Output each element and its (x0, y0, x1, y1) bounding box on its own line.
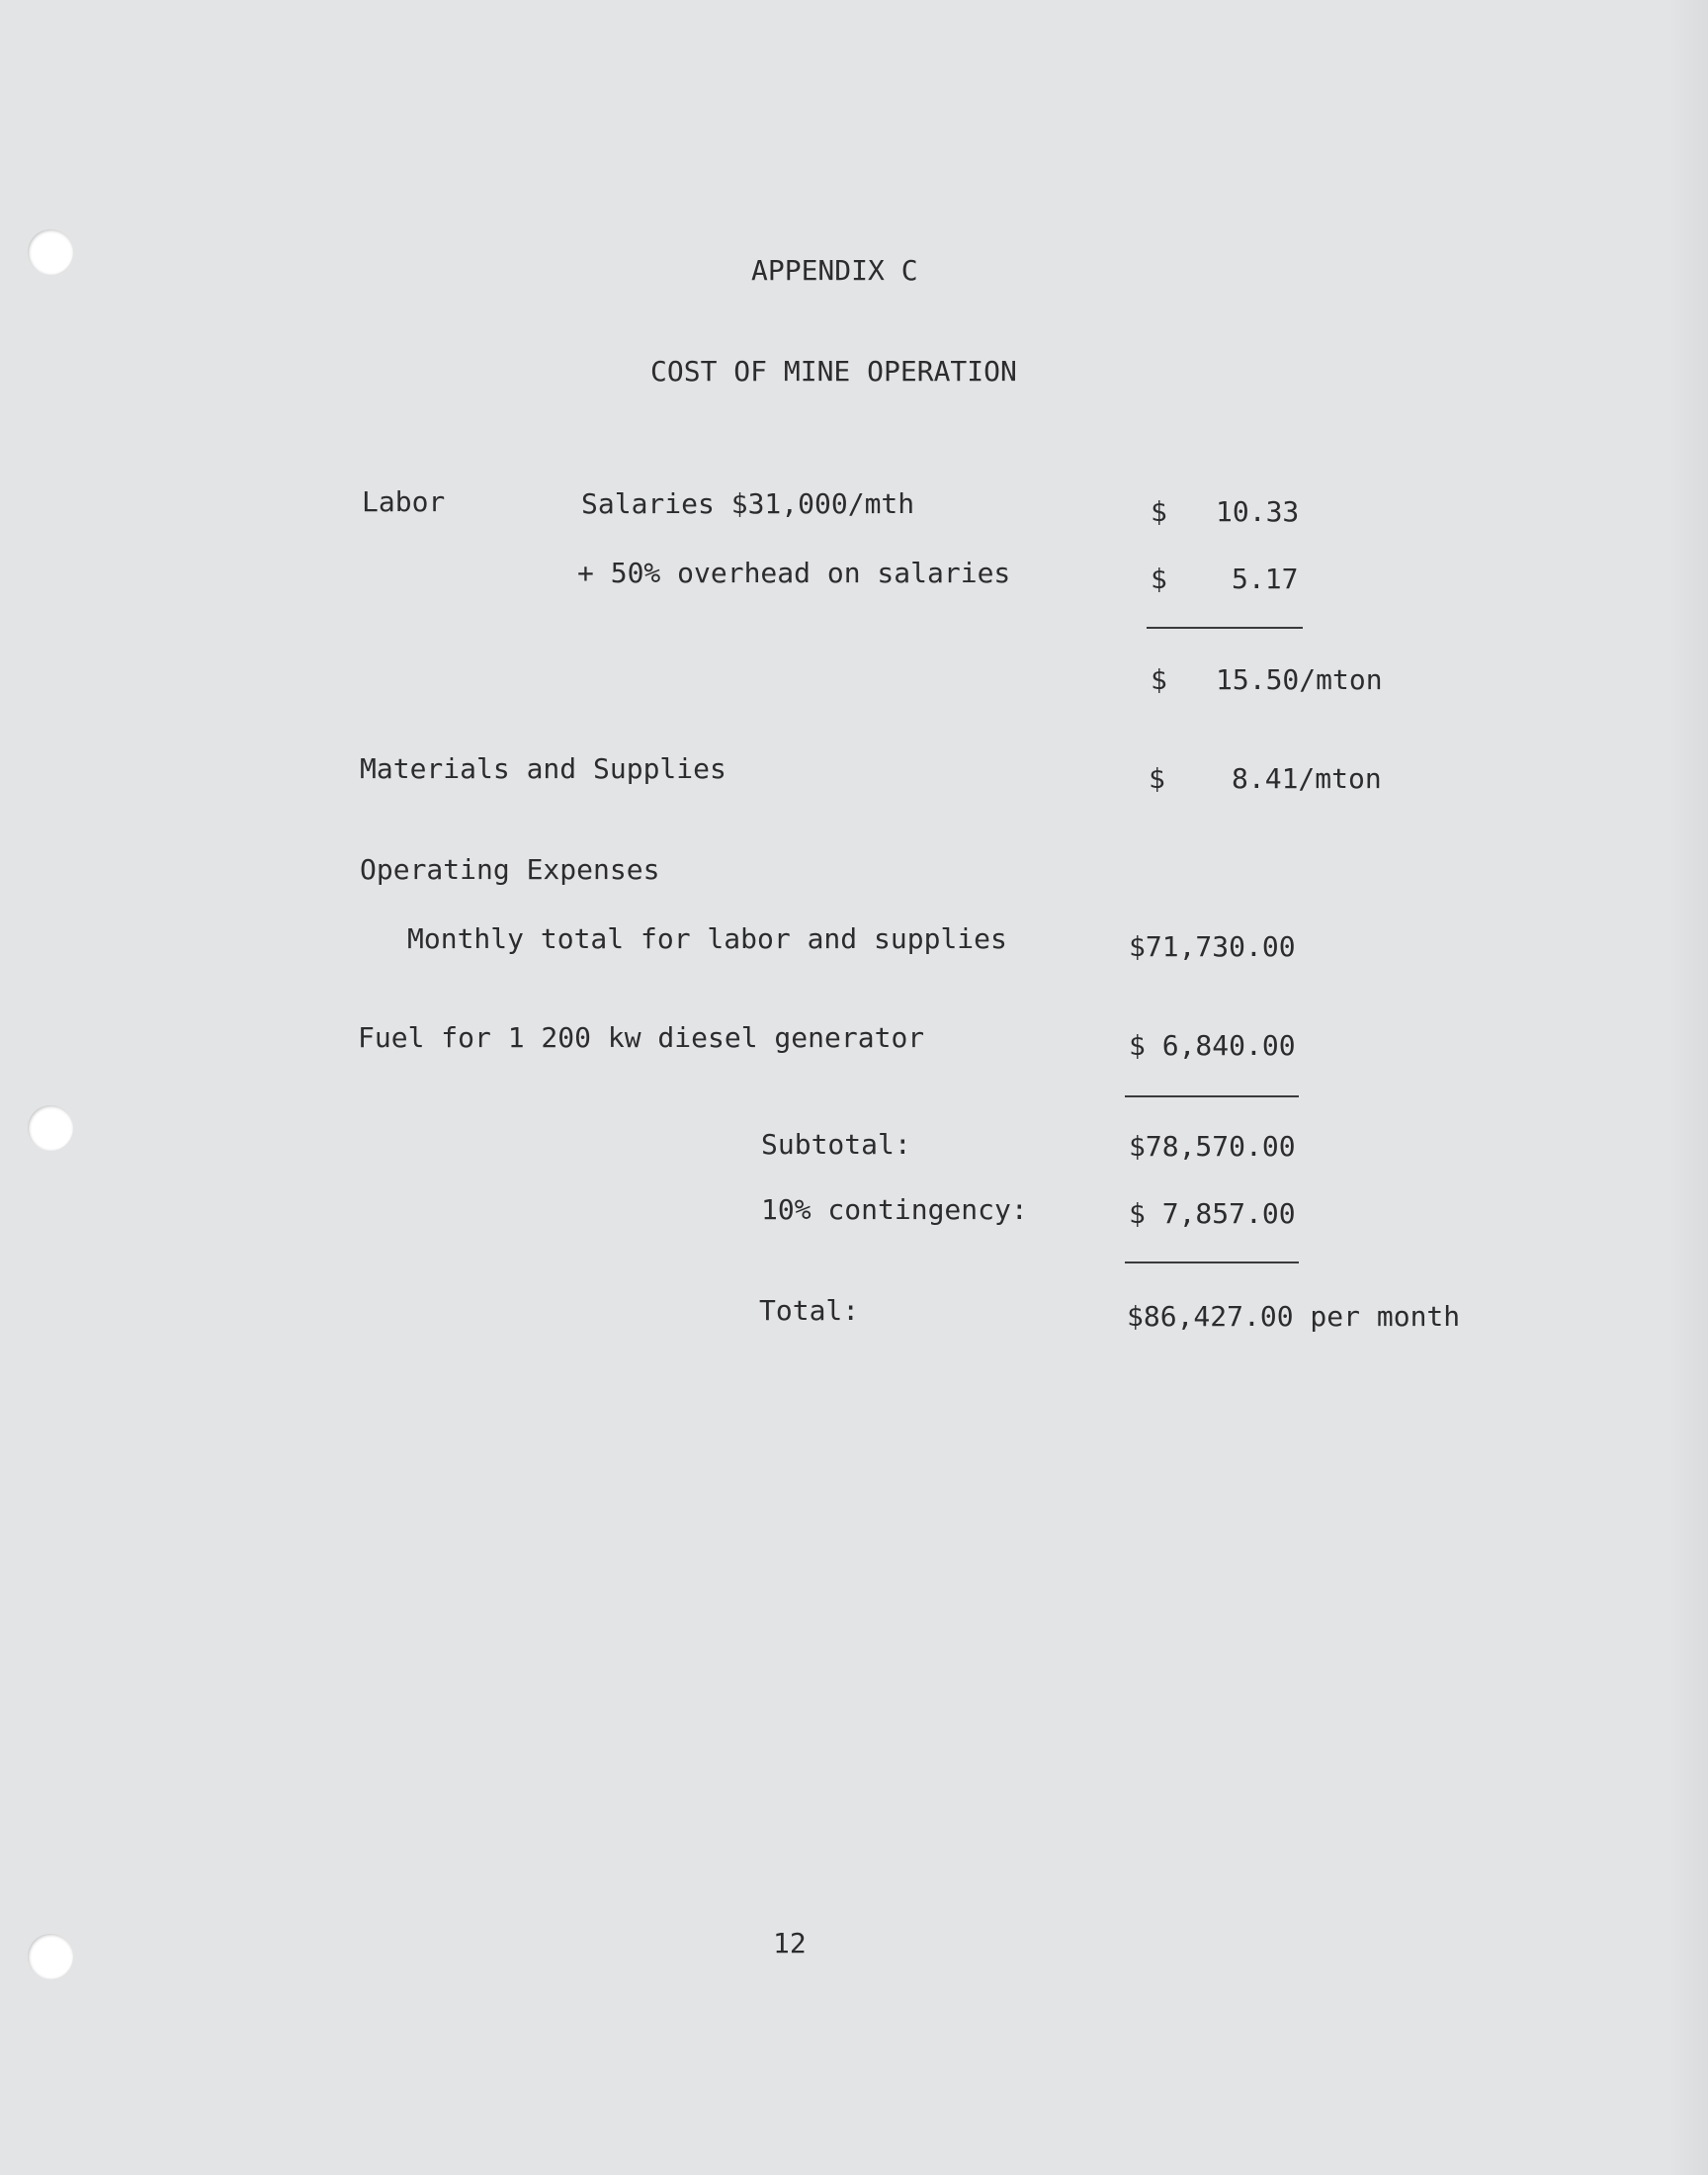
subtotal-label: Subtotal: (761, 1128, 911, 1161)
total-label: Total: (759, 1294, 860, 1327)
contingency-label: 10% contingency: (761, 1193, 1028, 1226)
materials-currency: $ (1149, 762, 1165, 795)
subtotal-rule (1125, 1095, 1299, 1097)
total-rule (1125, 1262, 1299, 1263)
binder-hole-middle (28, 1105, 73, 1151)
overhead-value: 5.17 (1232, 563, 1299, 595)
fuel-label: Fuel for 1 200 kw diesel generator (358, 1021, 925, 1054)
salaries-currency: $ (1151, 495, 1167, 528)
labor-total-currency: $ (1151, 663, 1167, 696)
monthly-total-value: $71,730.00 (1129, 930, 1296, 963)
labor-total-value: 15.50/mton (1216, 663, 1383, 696)
contingency-value: $ 7,857.00 (1129, 1197, 1296, 1230)
subtotal-value: $78,570.00 (1129, 1130, 1296, 1163)
binder-hole-bottom (28, 1934, 73, 1979)
monthly-total-label: Monthly total for labor and supplies (407, 922, 1007, 955)
page-number: 12 (773, 1927, 807, 1959)
overhead-currency: $ (1151, 563, 1167, 595)
salaries-value: 10.33 (1216, 495, 1300, 528)
materials-label: Materials and Supplies (360, 752, 726, 785)
binder-hole-top (28, 229, 73, 275)
operating-expenses-label: Operating Expenses (360, 853, 660, 886)
document-subtitle: COST OF MINE OPERATION (650, 355, 1017, 388)
labor-sum-rule (1147, 627, 1303, 629)
salaries-label: Salaries $31,000/mth (581, 487, 915, 520)
total-value: $86,427.00 per month (1127, 1300, 1461, 1333)
appendix-title: APPENDIX C (751, 254, 918, 287)
fuel-value: $ 6,840.00 (1129, 1029, 1296, 1062)
labor-label: Labor (362, 485, 446, 518)
materials-value: 8.41/mton (1232, 762, 1382, 795)
overhead-label: + 50% overhead on salaries (577, 557, 1011, 589)
